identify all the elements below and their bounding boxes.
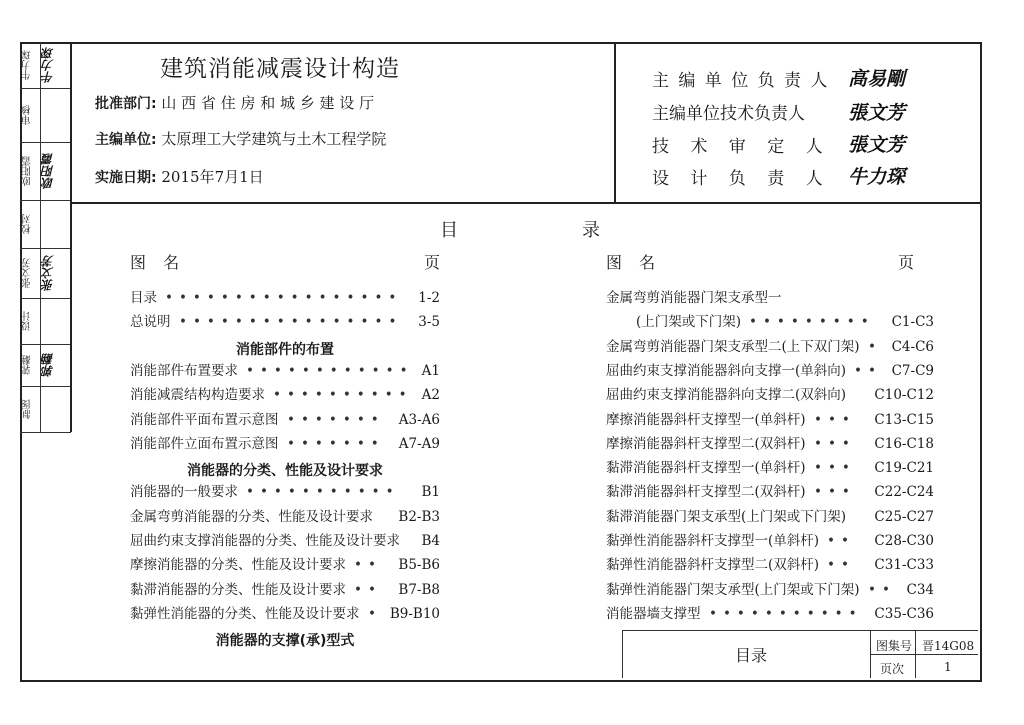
toc-entry-title: 消能部件布置要求 — [130, 362, 238, 379]
toc-entry-title: 屈曲约束支撑消能器斜向支撑一(单斜向) — [606, 362, 847, 379]
resp-role-3: 设 计 负 责 人 — [652, 169, 831, 189]
toc-entry[interactable] — [130, 290, 440, 308]
header-divider — [70, 202, 980, 204]
toc-dot-leader: •• — [854, 362, 882, 379]
date-value: 2015年7月1日 — [161, 168, 264, 186]
toc-entry-page: A7-A9 — [398, 435, 440, 452]
header-split — [614, 42, 616, 202]
toc-dot-leader: ••• — [814, 435, 856, 452]
toc-dot-leader: • — [868, 338, 882, 355]
toc-entry-page: C31-C33 — [874, 557, 934, 574]
toc-title-a: 目 — [440, 220, 458, 241]
toc-title-b: 录 — [582, 220, 600, 241]
toc-entry-page: C7-C9 — [891, 362, 934, 379]
toc-entry[interactable] — [606, 387, 934, 405]
toc-entry-page: B9-B10 — [389, 605, 440, 622]
toc-entry[interactable] — [606, 314, 934, 332]
strip-label: 张文芳 — [22, 258, 33, 288]
toc-entry-page: A2 — [421, 387, 440, 404]
toc-entry-page: C10-C12 — [874, 387, 934, 404]
toc-entry-page: A3-A6 — [398, 411, 440, 428]
toc-entry[interactable] — [606, 484, 934, 502]
toc-entry-title: 黏弹性消能器斜杆支撑型二(双斜杆) — [606, 557, 820, 574]
toc-entry[interactable] — [130, 533, 440, 551]
toc-entry-page: C13-C15 — [874, 411, 934, 428]
toc-entry-page: C19-C21 — [874, 460, 934, 477]
toc-section-heading: 消能器的分类、性能及设计要求 — [187, 463, 383, 480]
toc-entry-title: 黏弹性消能器门架支承型(上门架或下门架) — [606, 581, 860, 598]
toc-entry-title: 摩擦消能器斜杆支撑型二(双斜杆) — [606, 435, 806, 452]
toc-section-heading: 消能部件的布置 — [236, 341, 334, 358]
toc-dot-leader: •••••••••••• — [246, 362, 414, 379]
toc-entry-title: 消能器墙支撑型 — [606, 605, 701, 622]
tb-atlas-val: 晋14G08 — [922, 639, 975, 653]
toc-entry[interactable] — [606, 582, 934, 600]
toc-entry[interactable] — [606, 363, 934, 381]
tb-page-val: 1 — [944, 660, 952, 674]
toc-entry-page: C25-C27 — [874, 508, 934, 525]
approve-key: 批准部门: — [95, 96, 157, 112]
toc-entry[interactable] — [130, 557, 440, 575]
toc-entry-title: 黏滞消能器斜杆支撑型二(双斜杆) — [606, 484, 806, 501]
strip-signature: 张文芳 — [41, 255, 55, 291]
tb-name: 目录 — [735, 646, 768, 665]
toc-entry[interactable] — [606, 339, 934, 357]
toc-entry-page: C1-C3 — [891, 314, 934, 331]
toc-entry-title: 金属弯剪消能器门架支承型一 — [606, 290, 782, 306]
toc-entry-title: 黏滞消能器门架支承型(上门架或下门架) — [606, 508, 847, 525]
strip-label: 郭翻 — [22, 355, 33, 375]
toc-dot-leader: ••••••• — [287, 435, 385, 452]
strip-signature: 牛力琛 — [41, 47, 55, 83]
toc-entry[interactable] — [130, 412, 440, 430]
toc-entry-page: 1-2 — [418, 290, 440, 306]
toc-entry[interactable] — [606, 509, 934, 527]
toc-entry-page: B1 — [421, 484, 440, 501]
toc-entry[interactable] — [606, 557, 934, 575]
toc-entry-page: B5-B6 — [398, 557, 440, 574]
toc-entry[interactable] — [606, 533, 934, 551]
toc-entry[interactable] — [130, 509, 440, 527]
toc-entry[interactable] — [130, 314, 440, 332]
atlas-title: 建筑消能减震设计构造 — [160, 56, 400, 82]
strip-label: 审核 — [22, 105, 33, 125]
toc-entry-title: 消能器的一般要求 — [130, 484, 238, 501]
toc-dot-leader: •• — [827, 533, 855, 549]
strip-label: 制图 — [22, 399, 33, 419]
toc-entry[interactable] — [130, 484, 440, 502]
resp-sign-1: 張文芳 — [848, 102, 906, 124]
toc-entry-page: C28-C30 — [874, 533, 934, 549]
strip-label: 设计 — [22, 311, 33, 331]
toc-section-heading: 消能器的支撑(承)型式 — [215, 633, 355, 650]
toc-dot-leader: •••••••••••••••• — [179, 314, 403, 331]
toc-entry-title: 黏弹性消能器的分类、性能及设计要求 — [130, 605, 360, 622]
resp-sign-0: 高易剛 — [848, 68, 906, 90]
strip-divider — [70, 42, 72, 432]
toc-dot-leader: ••••••••••• — [246, 484, 400, 501]
toc-entry-page: C35-C36 — [874, 605, 934, 622]
resp-role-2: 技 术 审 定 人 — [652, 137, 831, 157]
approve-value: 山 西 省 住 房 和 城 乡 建 设 厅 — [161, 94, 375, 112]
toc-entry-page: B7-B8 — [398, 581, 440, 598]
toc-entry-title: 金属弯剪消能器的分类、性能及设计要求 — [130, 508, 373, 525]
toc-entry-page: C16-C18 — [874, 435, 934, 452]
toc-entry-title: 总说明 — [130, 314, 171, 331]
toc-entry[interactable] — [606, 290, 934, 308]
toc-entry-title: 金属弯剪消能器门架支承型二(上下双门架) — [606, 338, 860, 355]
toc-entry-page: 3-5 — [418, 314, 440, 331]
toc-entry-title: 黏滞消能器的分类、性能及设计要求 — [130, 581, 346, 598]
toc-dot-leader: •• — [354, 581, 382, 598]
strip-signature: 郭翻 — [41, 353, 55, 377]
toc-entry[interactable] — [130, 436, 440, 454]
editor-value: 太原理工大学建筑与土木工程学院 — [161, 130, 387, 148]
toc-entry-page: B2-B3 — [398, 508, 440, 525]
approve-row — [95, 92, 374, 113]
toc-entry-page: B4 — [421, 533, 440, 549]
toc-dot-leader: ••••••••••••••••• — [165, 290, 403, 306]
toc-dot-leader: •••••••••• — [273, 387, 413, 404]
toc-entry-title: 消能部件平面布置示意图 — [130, 411, 279, 428]
resp-role-1: 主编单位技术负责人 — [652, 104, 805, 124]
left-col-name: 图 名 — [130, 253, 186, 272]
toc-dot-leader: ••••••••• — [749, 314, 875, 331]
editor-key: 主编单位: — [95, 132, 157, 148]
tb-page-key: 页次 — [880, 662, 905, 676]
toc-entry[interactable] — [130, 387, 440, 405]
toc-dot-leader: ••••••••••• — [709, 605, 863, 622]
strip-signature: 欧阳霞 — [41, 153, 55, 189]
toc-entry[interactable] — [606, 460, 934, 478]
date-key: 实施日期: — [95, 170, 157, 186]
resp-sign-2: 張文芳 — [848, 134, 906, 156]
strip-label: 欧阳霞 — [22, 156, 33, 186]
strip-label: 校对 — [22, 214, 33, 234]
resp-sign-3: 牛力琛 — [848, 166, 906, 188]
toc-title — [440, 216, 600, 242]
toc-dot-leader: ••• — [814, 484, 856, 501]
toc-dot-leader: ••• — [814, 411, 856, 428]
toc-entry[interactable] — [130, 606, 440, 624]
toc-entry-title: 屈曲约束支撑消能器斜向支撑二(双斜向) — [606, 387, 847, 404]
toc-entry-title: 摩擦消能器的分类、性能及设计要求 — [130, 557, 346, 574]
toc-dot-leader: • — [368, 605, 382, 622]
toc-entry-title: 消能部件立面布置示意图 — [130, 435, 279, 452]
toc-entry[interactable] — [130, 582, 440, 600]
right-col-name: 图 名 — [606, 253, 662, 272]
tb-left — [622, 630, 623, 678]
toc-dot-leader: •• — [827, 557, 855, 574]
left-col-page: 页 — [424, 253, 441, 272]
toc-entry-page: A1 — [421, 362, 440, 379]
toc-dot-leader: ••• — [814, 460, 856, 477]
toc-entry-title: 屈曲约束支撑消能器的分类、性能及设计要求 — [130, 533, 400, 549]
toc-entry-title: 黏滞消能器斜杆支撑型一(单斜杆) — [606, 460, 806, 477]
toc-dot-leader: •• — [354, 557, 382, 574]
tb-top — [622, 630, 978, 631]
right-col-page: 页 — [898, 253, 915, 272]
toc-entry[interactable] — [606, 606, 934, 624]
toc-dot-leader: •• — [868, 581, 896, 598]
tb-atlas-key: 图集号 — [876, 639, 913, 653]
toc-dot-leader: ••••••• — [287, 411, 385, 428]
toc-entry-page: C22-C24 — [874, 484, 934, 501]
toc-entry-title: 目录 — [130, 290, 157, 306]
resp-role-0: 主 编 单 位 负 责 人 — [652, 71, 830, 91]
toc-entry-page: C34 — [906, 581, 934, 598]
date-row — [95, 166, 264, 187]
strip-label: 牛力琛 — [22, 50, 33, 80]
toc-entry-title: 摩擦消能器斜杆支撑型一(单斜杆) — [606, 411, 806, 428]
toc-entry-title: (上门架或下门架) — [636, 314, 742, 331]
editor-row — [95, 128, 386, 149]
toc-entry[interactable] — [606, 436, 934, 454]
toc-entry-title: 黏弹性消能器斜杆支撑型一(单斜杆) — [606, 533, 820, 549]
toc-entry-title: 消能减震结构构造要求 — [130, 387, 265, 404]
toc-entry[interactable] — [606, 412, 934, 430]
toc-entry[interactable] — [130, 363, 440, 381]
tb-row — [870, 654, 978, 655]
toc-entry-page: C4-C6 — [891, 338, 934, 355]
